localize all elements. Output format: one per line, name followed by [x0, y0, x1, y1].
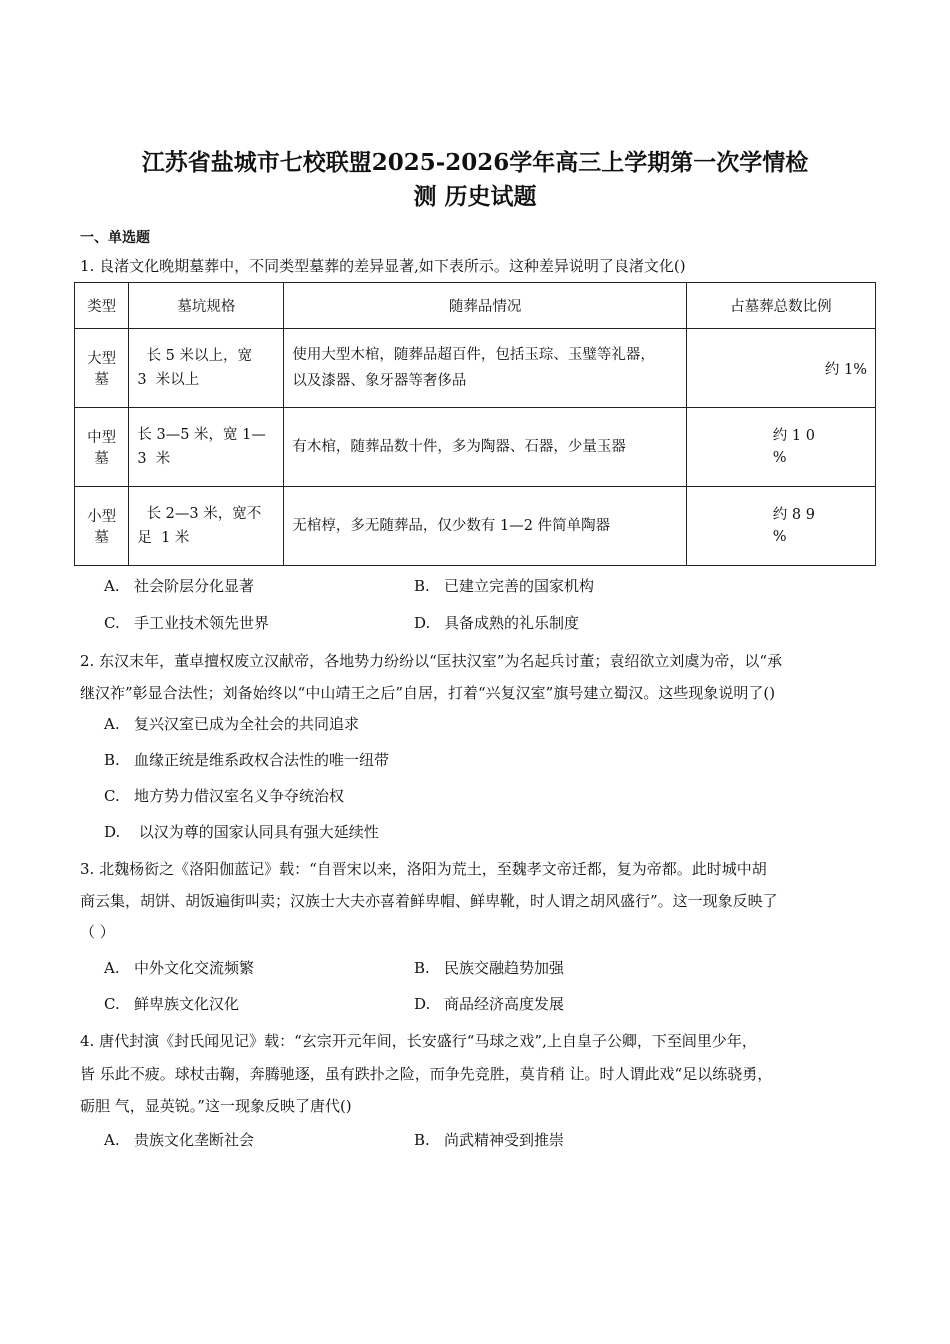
q4-option-b[interactable] — [414, 1130, 564, 1150]
cell-ratio — [686, 487, 875, 566]
q1-stem: 1. 良渚文化晚期墓葬中，不同类型墓葬的差异显著,如下表所示。这种差异说明了良渚文化() — [80, 257, 686, 275]
q3-option-c[interactable] — [104, 994, 239, 1014]
cell-ratio-value: 约 1% — [824, 361, 867, 378]
cell-pit — [129, 329, 284, 408]
header-items: 随葬品情况 — [284, 283, 686, 329]
cell-type: 中型墓 — [75, 408, 129, 487]
option-text: 尚武精神受到推崇 — [444, 1131, 565, 1149]
grave-table — [74, 282, 876, 566]
cell-items-line: 使用大型木棺，随葬品超百件，包括玉琮、玉璧等礼器， — [292, 347, 655, 363]
cell-items-line: 无棺椁，多无随葬品，仅少数有 1—2 件简单陶器 — [292, 518, 611, 534]
option-letter: A. — [104, 715, 120, 733]
q3-option-b[interactable] — [414, 958, 564, 978]
cell-type: 大型墓 — [75, 329, 129, 408]
q3-stem-line: 商云集，胡饼、胡饭遍街叫卖；汉族士大夫亦喜着鲜卑帽、鲜卑靴，时人谓之胡风盛行”。这一现象反映了 — [80, 892, 778, 910]
table-row — [75, 408, 876, 487]
q3-option-d[interactable] — [414, 994, 564, 1014]
q2-option-a[interactable] — [104, 714, 359, 734]
header-pit: 墓坑规格 — [129, 283, 284, 329]
q1-option-a[interactable] — [104, 576, 254, 596]
cell-ratio — [686, 329, 875, 408]
option-letter: C. — [104, 614, 120, 632]
cell-items — [284, 329, 686, 408]
cell-items — [284, 408, 686, 487]
option-letter: A. — [104, 1131, 120, 1149]
cell-ratio-unit: % — [772, 529, 787, 545]
q4-stem-line: 4. 唐代封演《封氏闻见记》载：“玄宗开元年间，长安盛行“马球之戏”,上自皇子公卿，下至闾里少年， — [80, 1032, 757, 1050]
cell-ratio — [686, 408, 875, 487]
cell-pit-line: 足 1 米 — [137, 530, 190, 546]
q3-option-a[interactable] — [104, 958, 254, 978]
option-letter: B. — [104, 751, 120, 769]
cell-ratio-unit: % — [772, 450, 787, 466]
q2-option-c[interactable] — [104, 786, 344, 806]
option-text: 中外文化交流频繁 — [134, 959, 255, 977]
table-header-row — [75, 283, 876, 329]
cell-pit-line: 长 3—5 米，宽 1— — [137, 427, 266, 443]
cell-items-line: 有木棺，随葬品数十件，多为陶器、石器，少量玉器 — [292, 439, 626, 455]
q4-option-a[interactable] — [104, 1130, 254, 1150]
option-text: 血缘正统是维系政权合法性的唯一纽带 — [134, 751, 390, 769]
option-letter: C. — [104, 995, 120, 1013]
q4-stem-line: 砺胆 气，显英锐。”这一现象反映了唐代() — [80, 1097, 352, 1115]
option-text: 社会阶层分化显著 — [134, 577, 255, 595]
option-letter: D. — [414, 995, 431, 1013]
q4-stem-line: 皆 乐此不疲。球杖击鞠，奔腾驰逐，虽有跌扑之险，而争先竞胜，莫肯稍 让。时人谓此戏“足以练骁勇， — [80, 1065, 773, 1083]
option-letter: A. — [104, 577, 120, 595]
exam-title-line-2: 测 历史试题 — [413, 183, 537, 210]
q2-stem-line: 继汉祚”彰显合法性；刘备始终以“中山靖王之后”自居，打着“兴复汉室”旗号建立蜀汉。这些现象说明了() — [80, 684, 776, 702]
option-text: 地方势力借汉室名义争夺统治权 — [134, 787, 345, 805]
q3-stem-line: 3. 北魏杨衒之《洛阳伽蓝记》载：“自晋宋以来，洛阳为荒土，至魏孝文帝迁都，复为帝都。此时城中胡 — [80, 860, 767, 878]
cell-pit — [129, 487, 284, 566]
option-text: 复兴汉室已成为全社会的共同追求 — [134, 715, 360, 733]
cell-pit-line: 3 米 — [137, 451, 171, 467]
option-text: 手工业技术领先世界 — [134, 614, 270, 632]
cell-ratio-value: 约 1 0 — [772, 428, 815, 444]
table-row — [75, 487, 876, 566]
table-row — [75, 329, 876, 408]
header-type: 类型 — [75, 283, 129, 329]
q2-stem-line: 2. 东汉末年，董卓擅权废立汉献帝，各地势力纷纷以“匡扶汉室”为名起兵讨董；袁绍欲立刘虞为帝，以“承 — [80, 652, 783, 670]
option-letter: D. — [414, 614, 431, 632]
option-text: 鲜卑族文化汉化 — [134, 995, 240, 1013]
cell-type: 小型墓 — [75, 487, 129, 566]
option-letter: D. — [104, 823, 121, 841]
header-ratio: 占墓葬总数比例 — [686, 283, 875, 329]
cell-items-line: 以及漆器、象牙器等奢侈品 — [292, 373, 467, 389]
q1-option-b[interactable] — [414, 576, 594, 596]
option-letter: B. — [414, 1131, 430, 1149]
cell-pit-line: 3 米以上 — [137, 372, 200, 388]
option-text: 贵族文化垄断社会 — [134, 1131, 255, 1149]
cell-pit-line: 长 2—3 米，宽不 — [137, 506, 262, 522]
q3-answer-blank: （ ） — [80, 923, 115, 941]
section-heading: 一、单选题 — [80, 230, 150, 246]
q1-option-d[interactable] — [414, 613, 579, 633]
option-text: 以汉为尊的国家认同具有强大延续性 — [134, 823, 379, 841]
q1-option-c[interactable] — [104, 613, 269, 633]
option-text: 具备成熟的礼乐制度 — [444, 614, 580, 632]
q2-option-b[interactable] — [104, 750, 389, 770]
cell-pit — [129, 408, 284, 487]
cell-pit-line: 长 5 米以上，宽 — [137, 348, 253, 364]
option-text: 商品经济高度发展 — [444, 995, 565, 1013]
option-text: 已建立完善的国家机构 — [444, 577, 595, 595]
option-letter: B. — [414, 959, 430, 977]
cell-items — [284, 487, 686, 566]
cell-ratio-value: 约 8 9 — [772, 507, 815, 523]
option-text: 民族交融趋势加强 — [444, 959, 565, 977]
exam-title-line-1: 江苏省盐城市七校联盟2025-2026学年高三上学期第一次学情检 — [141, 149, 809, 176]
q2-option-d[interactable] — [104, 822, 379, 842]
option-letter: C. — [104, 787, 120, 805]
option-letter: A. — [104, 959, 120, 977]
option-letter: B. — [414, 577, 430, 595]
